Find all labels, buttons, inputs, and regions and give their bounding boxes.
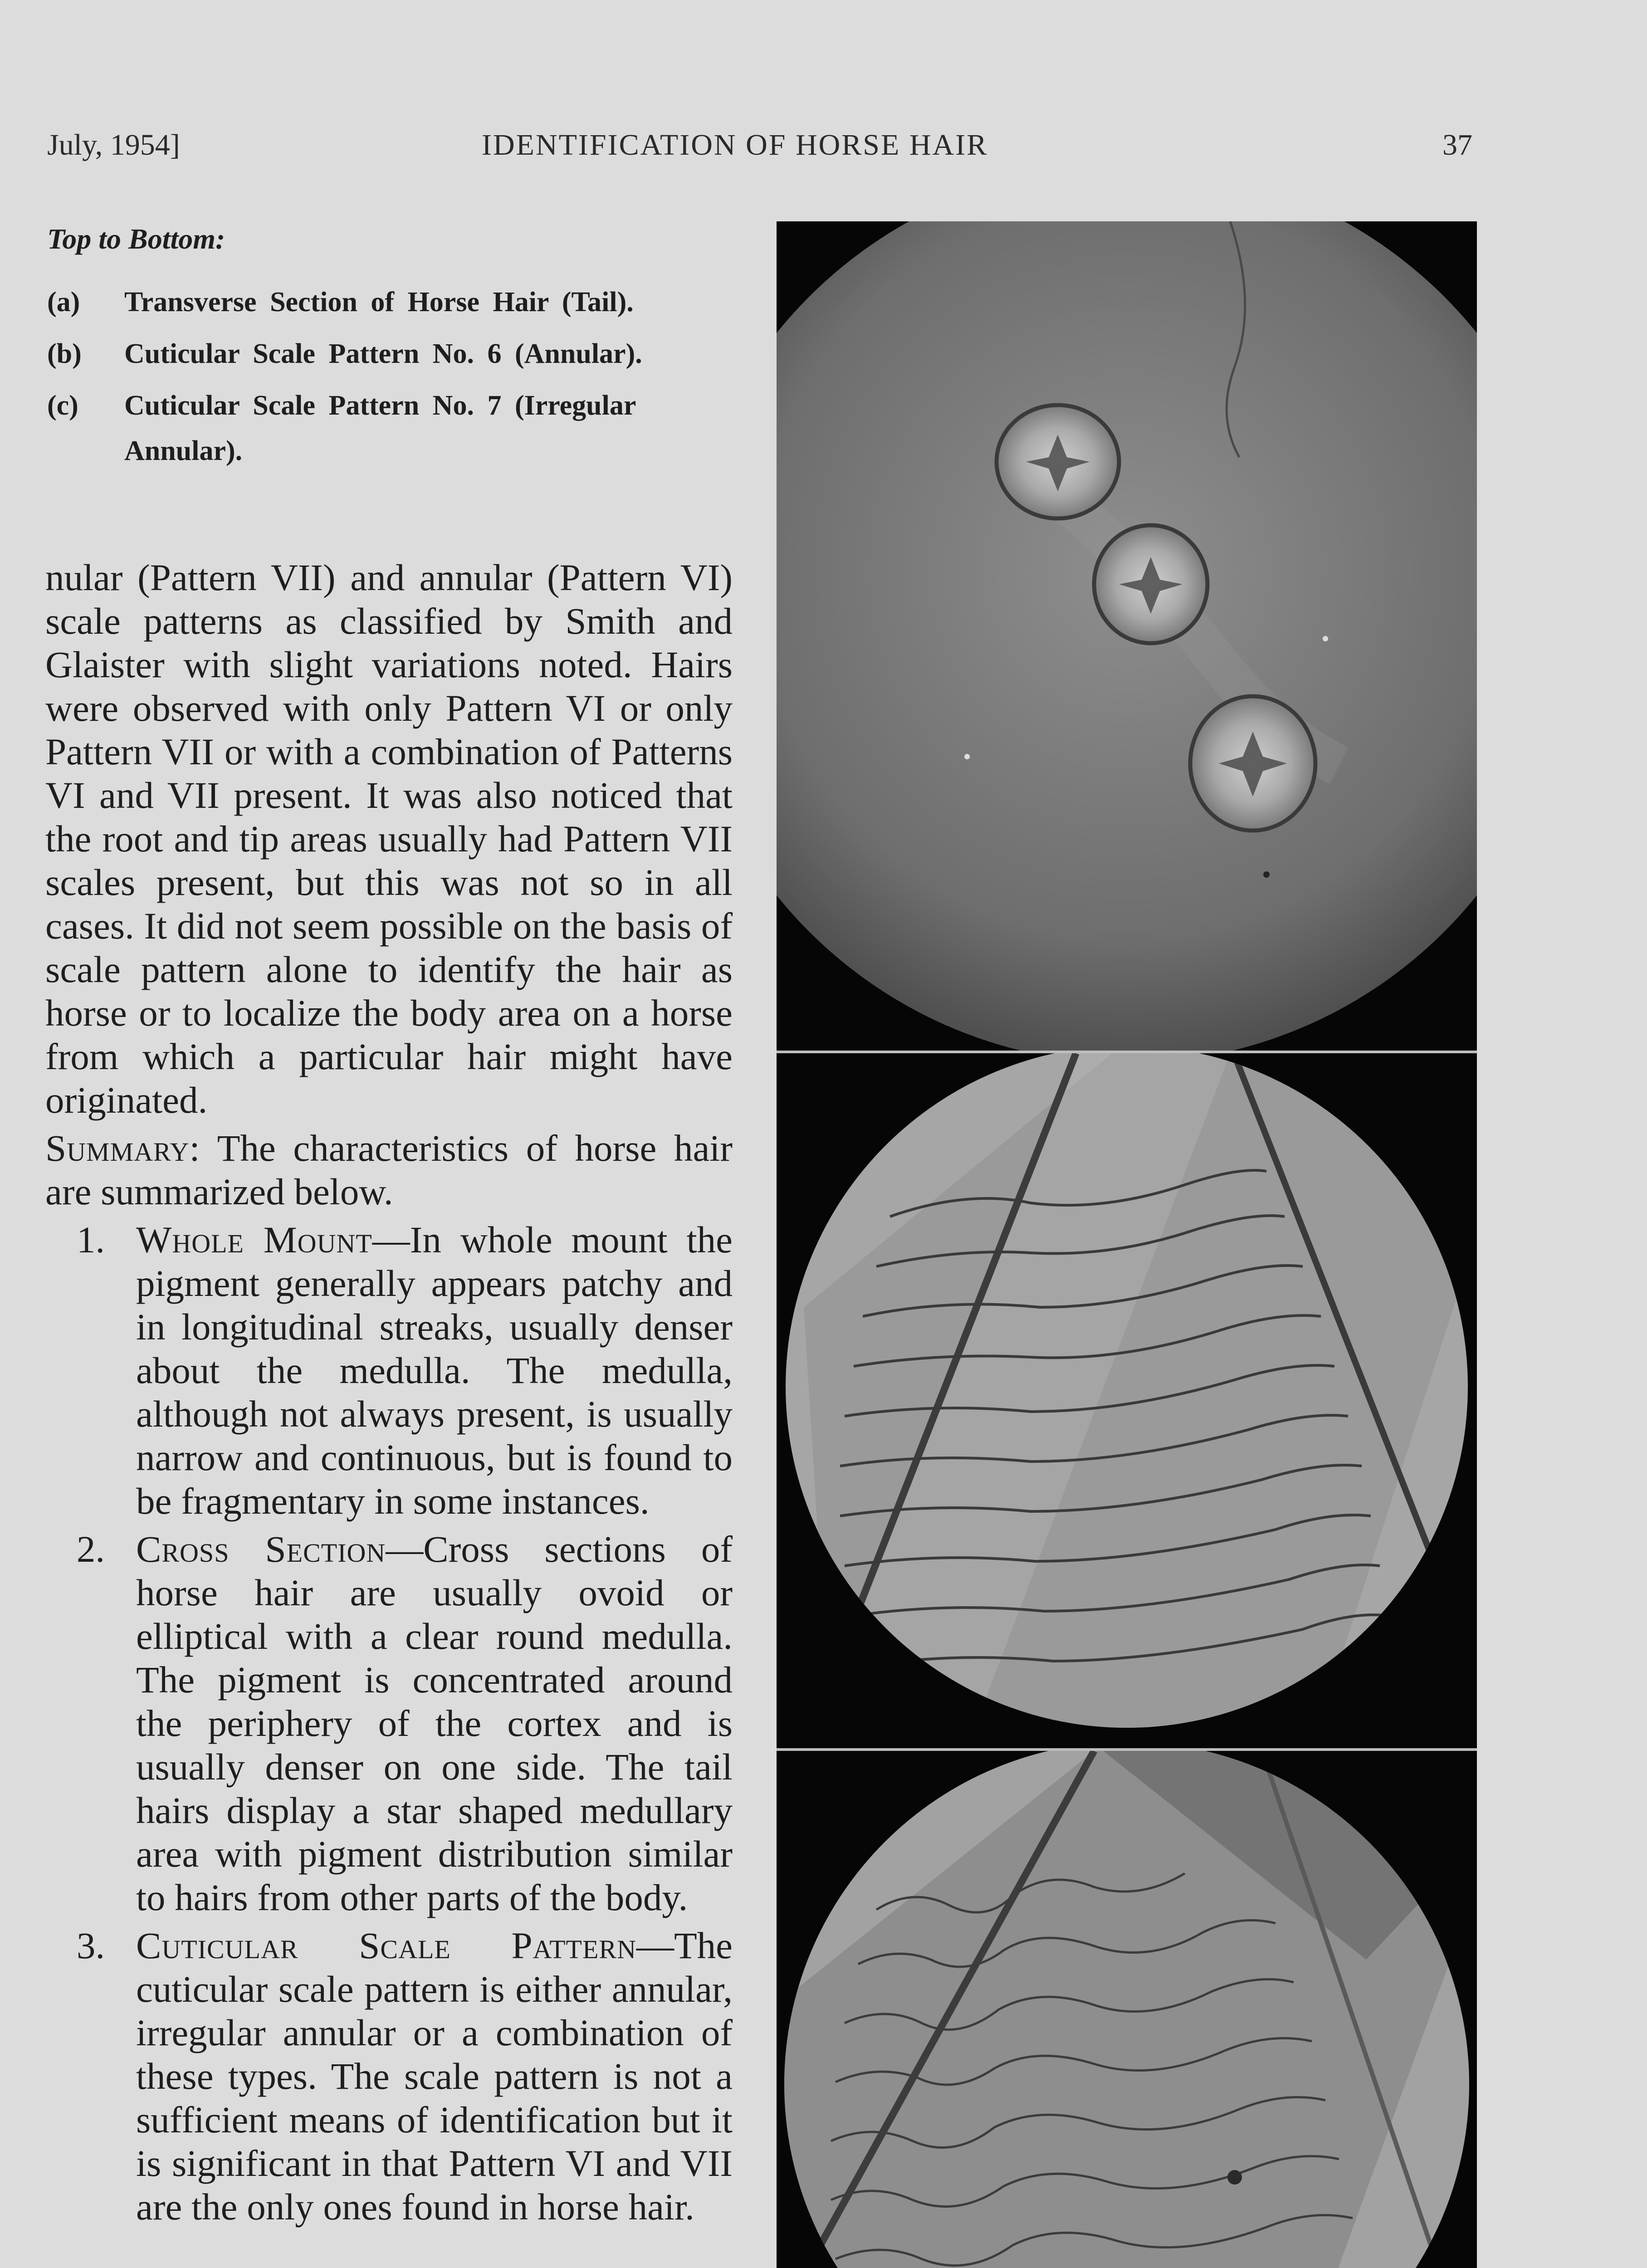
list-text: —The cuticular scale pattern is either annular, irregular annular or a combination of these types. The scale pattern is not a sufficient means of identification but it is significant in that Pattern VI and VII are the only ones found in horse hair.: [136, 1925, 733, 2228]
list-text: —Cross sections of horse hair are usually ovoid or elliptical with a clear round medulla. The pigment is concentrated around the periphery of the cortex and is usually denser on one side. The tail hairs display a star shaped medullary area with pigment distribution similar to hairs from other parts of the body.: [136, 1528, 733, 1918]
list-number: 2.: [76, 1528, 105, 1570]
caption-item-c: [47, 383, 709, 474]
figure-caption: [47, 222, 709, 480]
list-body: [136, 1218, 733, 1523]
running-header-title: IDENTIFICATION OF HORSE HAIR: [482, 128, 988, 161]
caption-item-a: [47, 279, 709, 325]
summary-paragraph: [45, 1126, 733, 1213]
micrograph-annular-scale-pattern-icon: [777, 1053, 1477, 1748]
list-text: —In whole mount the pigment generally appears patchy and in longitudinal streaks, usually denser about the medulla. The medulla, although not always present, is usually narrow and continuous, but is found to be fragmentary in some instances.: [136, 1219, 733, 1522]
hair-cross-section: [1190, 696, 1315, 831]
summary-label: Summary:: [45, 1127, 200, 1169]
list-label: Cross Section: [136, 1528, 386, 1570]
caption-text: Cuticular Scale Pattern No. 6 (Annular).: [124, 338, 642, 369]
caption-letter: (b): [47, 338, 82, 369]
running-header-date: July, 1954]: [47, 128, 180, 161]
body-text: [45, 556, 733, 2229]
plate-a: [777, 221, 1477, 1051]
micrograph-irregular-annular-scale-pattern-icon: [777, 1751, 1477, 2268]
list-body: [136, 1924, 733, 2229]
plate-c: [777, 1748, 1477, 2268]
intro-paragraph: nular (Pattern VII) and annular (Pattern VI) scale patterns as classified by Smith and Glaister with slight variations noted. Hairs were observed with only Pattern VI or only Pattern VII or with a combination of Patterns VI and VII present. It was also noticed that the root and tip areas usually had Pattern VII scales present, but this was not so in all cases. It did not seem possible on the basis of scale pattern alone to identify the hair as horse or to localize the body area on a horse from which a particular hair might have originated.: [45, 557, 733, 1121]
hair-cross-section: [1094, 525, 1207, 643]
list-number: 3.: [76, 1925, 105, 1966]
list-item: [45, 1527, 733, 1919]
caption-letter: (a): [47, 287, 80, 318]
caption-text: Cuticular Scale Pattern No. 7 (Irregular Annular).: [124, 390, 636, 466]
micrograph-figure: [777, 221, 1477, 2268]
list-number: 1.: [76, 1219, 105, 1261]
caption-heading: Top to Bottom:: [47, 223, 225, 255]
caption-item-b: [47, 331, 709, 376]
list-label: Whole Mount: [136, 1219, 372, 1261]
list-label: Cuticular Scale Pattern: [136, 1925, 636, 1966]
summary-text: The characteristics of horse hair are summarized below.: [45, 1127, 733, 1212]
list-body: [136, 1527, 733, 1919]
page-number: 37: [1442, 128, 1472, 161]
list-item: [45, 1218, 733, 1523]
caption-text: Transverse Section of Horse Hair (Tail).: [124, 287, 634, 318]
plate-b: [777, 1051, 1477, 1748]
micrograph-transverse-section-icon: [777, 221, 1477, 1051]
caption-letter: (c): [47, 390, 78, 421]
hair-cross-section: [997, 405, 1119, 518]
list-item: [45, 1924, 733, 2229]
